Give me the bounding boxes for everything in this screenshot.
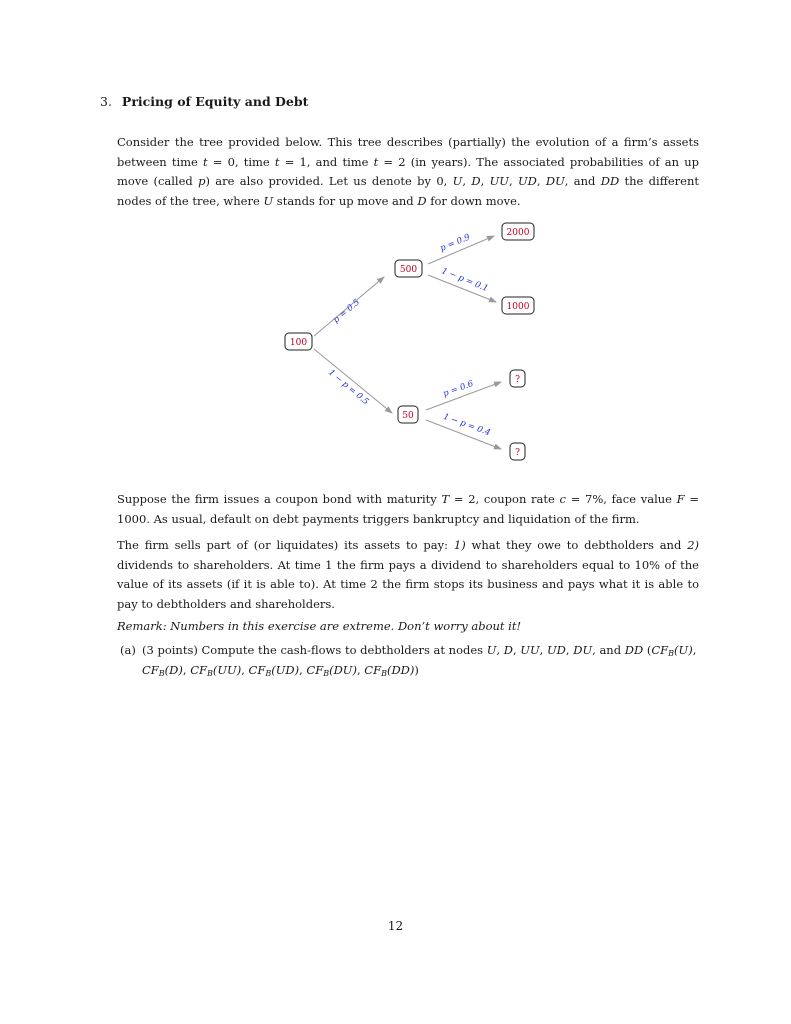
cf: CF xyxy=(248,662,266,677)
prob-root-up: p = 0.5 xyxy=(331,297,362,326)
cf-arg: (UD) xyxy=(271,662,300,677)
node-dd-value: ? xyxy=(515,448,520,458)
intro-text-8: for down move. xyxy=(426,193,521,208)
sep-and: , and xyxy=(564,174,601,188)
node-DU: DU xyxy=(545,174,565,188)
bond-text-1: Suppose the firm issues a coupon bond with maturity xyxy=(117,492,442,506)
intro-text-3: = 1, and time xyxy=(279,154,374,169)
cf-DD xyxy=(364,663,414,677)
node-D: D xyxy=(503,643,513,657)
sep: , xyxy=(182,662,191,677)
node-DD: DD xyxy=(600,174,620,188)
cf-arg: (UU) xyxy=(212,662,242,677)
cf: CF xyxy=(651,643,669,657)
payout-text-2: what they owe to debtholders and xyxy=(465,538,688,552)
node-du-value: ? xyxy=(515,375,520,385)
cf: CF xyxy=(190,662,207,677)
cf-sub: B xyxy=(668,649,675,658)
sep: , xyxy=(512,643,521,657)
cf: CF xyxy=(142,662,159,677)
sep: , xyxy=(496,643,504,657)
node-D: D xyxy=(471,174,481,188)
node-DU: DU xyxy=(573,643,593,657)
node-up xyxy=(395,260,422,277)
node-down-value: 50 xyxy=(402,411,414,421)
prob-root-down: 1 − p = 0.5 xyxy=(326,367,371,408)
payout-paragraph xyxy=(117,536,699,614)
intro-text-5: ) are also provided. Let us denote by 0, xyxy=(205,174,453,188)
cf-arg: (DD) xyxy=(386,662,415,677)
remark-text: Numbers in this exercise are extreme. Don’t worry about it! xyxy=(166,619,522,633)
cf-sub: B xyxy=(265,668,272,678)
node-UU: UU xyxy=(489,174,509,188)
cf: CF xyxy=(364,662,382,677)
page-number: 12 xyxy=(387,919,404,933)
node-UD: UD xyxy=(546,643,566,657)
node-uu-value: 2000 xyxy=(506,228,530,238)
sep: , xyxy=(241,662,249,677)
prob-up-down: 1 − p = 0.1 xyxy=(439,266,490,295)
var-T: T xyxy=(441,492,450,506)
cf-arg: (U) xyxy=(674,643,693,657)
node-U: U xyxy=(263,193,274,208)
sep: , xyxy=(462,174,472,188)
sep: , xyxy=(299,662,307,677)
node-U: U xyxy=(452,174,463,188)
cf-sub: B xyxy=(381,668,387,678)
var-t: t xyxy=(203,154,208,169)
bond-paragraph xyxy=(117,490,699,529)
node-ud xyxy=(502,297,534,314)
node-down xyxy=(398,406,418,423)
sep: , xyxy=(480,174,490,188)
payout-item-1: 1) xyxy=(453,538,466,552)
question-a-tag: (a) xyxy=(120,643,136,657)
prob-up-up: p = 0.9 xyxy=(438,232,472,254)
cf-sub: B xyxy=(206,668,213,678)
payout-text-1: The firm sells part of (or liquidates) its assets to pay: xyxy=(117,538,454,552)
cf-UU xyxy=(190,663,241,677)
sep: , xyxy=(356,662,365,677)
remark-label: Remark: xyxy=(117,619,167,633)
sep: , xyxy=(539,643,547,657)
intro-text-1: Consider the tree provided below. This tree describes (partially) the evolution of a firm’s assets between time xyxy=(117,135,699,169)
cf-arg: (DU) xyxy=(329,662,357,677)
bond-text-3: = 7%, face value xyxy=(566,492,677,506)
var-p: p xyxy=(198,174,206,188)
bond-text-2: = 2, coupon rate xyxy=(449,492,560,506)
prob-down-down: 1 − p = 0.4 xyxy=(441,411,492,439)
question-a-text: (3 points) Compute the cash-flows to debtholders at nodes xyxy=(142,643,487,657)
node-root-value: 100 xyxy=(289,338,308,348)
intro-text-4: = 2 (in years). The associated probabilities of an up move (called xyxy=(117,154,699,188)
cf-arg: (D) xyxy=(164,662,183,677)
cf: CF xyxy=(306,662,324,677)
node-up-value: 500 xyxy=(399,265,418,275)
node-U: U xyxy=(486,643,497,657)
remark-paragraph xyxy=(117,617,699,637)
question-a-body xyxy=(142,641,702,680)
sep: , xyxy=(565,643,574,657)
intro-text-7: stands for up move and xyxy=(273,193,418,208)
cf-D xyxy=(142,663,183,677)
node-UD: UD xyxy=(517,174,537,188)
node-du xyxy=(510,370,525,387)
node-DD: DD xyxy=(624,643,644,657)
intro-text-6: the different nodes of the tree, where xyxy=(117,174,700,208)
edge-root-down xyxy=(314,349,392,413)
payout-item-2: 2) xyxy=(687,538,699,552)
payout-text-3: dividends to shareholders. At time 1 the firm pays a dividend to shareholders equal to 10% of the value of its assets (if it is able to). At time 2 the firm stops its business and pays what it is able to pay to debtholders and shareholders. xyxy=(117,557,699,611)
node-dd xyxy=(510,443,525,460)
var-t: t xyxy=(373,154,379,169)
paren-close: ) xyxy=(414,662,419,677)
prob-down-up: p = 0.6 xyxy=(441,379,475,400)
node-D: D xyxy=(417,193,427,208)
var-c: c xyxy=(559,492,566,506)
sep: , xyxy=(536,174,546,188)
sep-and: , and xyxy=(592,643,625,657)
var-F: F xyxy=(676,492,685,506)
node-UU: UU xyxy=(520,643,540,657)
paren-open: ( xyxy=(643,643,652,657)
node-root xyxy=(285,333,312,350)
sep: , xyxy=(508,174,518,188)
cf-UD xyxy=(249,663,300,677)
section-title: Pricing of Equity and Debt xyxy=(121,94,309,109)
intro-text-2: = 0, time xyxy=(207,154,275,169)
node-ud-value: 1000 xyxy=(506,302,530,312)
cf-sub: B xyxy=(158,668,165,678)
section-number: 3. xyxy=(100,94,112,109)
sep: , xyxy=(692,643,697,657)
cf-DU xyxy=(306,663,357,677)
cf-U xyxy=(651,643,692,657)
cf-sub: B xyxy=(323,668,330,678)
var-t: t xyxy=(274,154,280,169)
node-uu xyxy=(502,223,534,240)
bond-text-4: = 1000. As usual, default on debt payments triggers bankruptcy and liquidation of the firm. xyxy=(117,492,699,526)
